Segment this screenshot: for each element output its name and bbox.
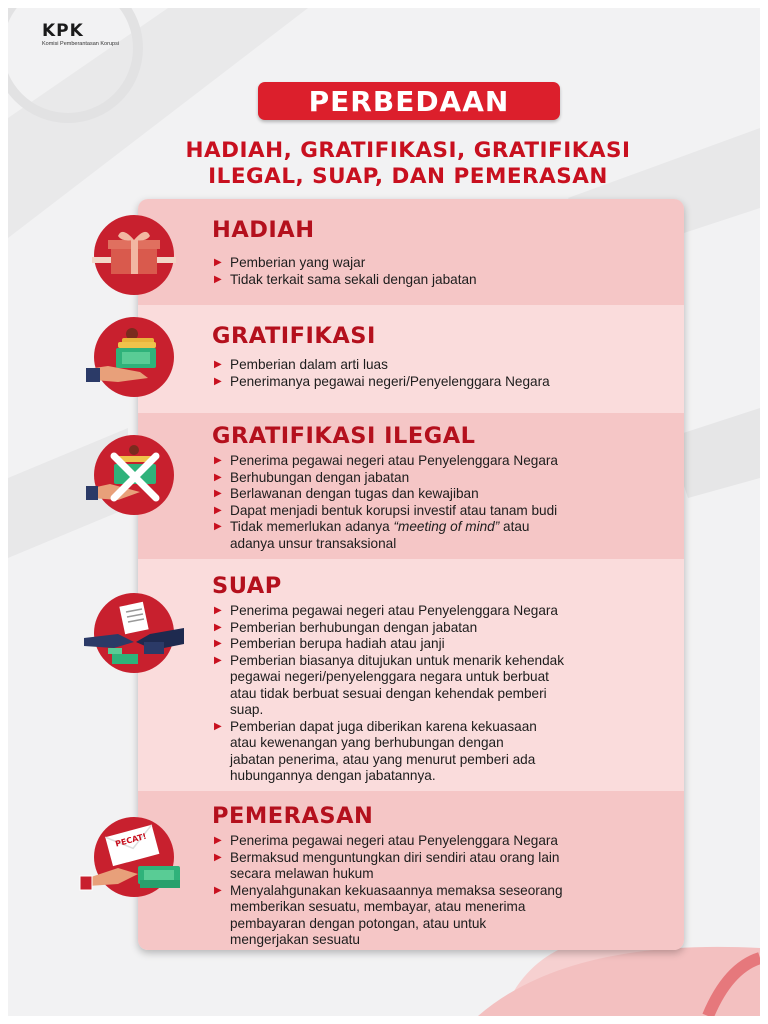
bullet-line: Pemberian berhubungan dengan jabatan — [230, 619, 478, 635]
bullet-line: suap. — [230, 702, 264, 717]
bullet-line: jabatan penerima, atau yang menurut pemberi ada — [230, 751, 536, 767]
section-title: GRATIFIKASI — [212, 323, 376, 349]
subtitle-line-1: HADIAH, GRATIFIKASI, GRATIFIKASI — [185, 138, 631, 163]
bullet-line: atau kewenangan yang berhubungan dengan — [230, 735, 504, 750]
subtitle-line-2: ILEGAL, SUAP, DAN PEMERASAN — [208, 164, 608, 189]
bullet-item — [212, 833, 682, 850]
bullet-line: pembayaran dengan potongan, atau untuk — [230, 915, 487, 931]
bullet-text: atau — [499, 519, 530, 534]
page-title: PERBEDAAN — [308, 84, 510, 118]
bullet-text: Tidak memerlukan adanya — [230, 519, 394, 534]
bullet-list — [212, 833, 682, 949]
bullet-item: ▶ Pemberian yang wajar — [212, 255, 682, 272]
section-title: GRATIFIKASI ILEGAL — [212, 423, 476, 449]
logo-mark: KPK — [42, 21, 84, 41]
bullet-line: atau tidak berbuat sesuai dengan kehendak pemberi — [230, 685, 547, 701]
section-title: PEMERASAN — [212, 803, 374, 829]
subtitle — [108, 138, 708, 190]
bullet-item: ▶ Berhubungan dengan jabatan — [212, 470, 682, 487]
bullet-item — [212, 620, 682, 637]
logo-full-name: Komisi Pemberantasan Korupsi — [42, 41, 120, 47]
bullet-item: ▶ Tidak terkait sama sekali dengan jabatan — [212, 272, 682, 289]
bullet-item — [212, 653, 682, 719]
money-crossed-icon — [78, 434, 190, 516]
section-title: HADIAH — [212, 217, 315, 243]
bullet-line: pegawai negeri/penyelenggara negara untuk berbuat — [230, 669, 549, 684]
bullet-list — [212, 603, 682, 785]
bullet-list — [212, 255, 682, 288]
bullet-list — [212, 453, 682, 552]
bribe-handshake-icon — [78, 592, 190, 674]
bullet-line: Menyalahgunakan kekuasaannya memaksa seseorang — [230, 882, 563, 898]
section-suap — [138, 559, 684, 791]
section-gratifikasi-ilegal — [138, 413, 684, 559]
bullet-item — [212, 603, 682, 620]
section-title: SUAP — [212, 573, 282, 599]
bullet-item — [212, 719, 682, 785]
bullet-item — [212, 883, 682, 949]
infographic-page — [8, 8, 760, 1016]
envelope-text: PECAT! — [114, 831, 148, 849]
bullet-item: ▶ Penerimanya pegawai negeri/Penyelenggara Negara — [212, 374, 682, 391]
bullet-italic-text: “meeting of mind” — [393, 519, 500, 534]
bullet-line: hubungannya dengan jabatannya. — [230, 768, 436, 783]
bullet-line: Penerima pegawai negeri atau Penyelenggara Negara — [230, 833, 558, 848]
section-pemerasan — [138, 791, 684, 950]
bullet-text: adanya unsur transaksional — [230, 535, 397, 551]
bullet-item: ▶ Penerima pegawai negeri atau Penyelenggara Negara — [212, 453, 682, 470]
money-hand-icon — [78, 316, 190, 398]
bullet-item — [212, 519, 682, 552]
bullet-line: secara melawan hukum — [230, 866, 374, 881]
bullet-line: Pemberian dapat juga diberikan karena kekuasaan — [230, 718, 537, 734]
section-gratifikasi — [138, 305, 684, 413]
bullet-item — [212, 850, 682, 883]
gift-icon — [78, 214, 190, 296]
bullet-line: Penerima pegawai negeri atau Penyelenggara Negara — [230, 603, 558, 618]
bullet-item — [212, 636, 682, 653]
title-banner — [258, 82, 560, 120]
bullet-item: ▶ Pemberian dalam arti luas — [212, 357, 682, 374]
kpk-logo — [42, 22, 119, 47]
bullet-item: ▶ Dapat menjadi bentuk korupsi investif atau tanam budi — [212, 503, 682, 520]
extortion-envelope-icon — [78, 816, 190, 898]
bullet-line: mengerjakan sesuatu — [230, 932, 360, 947]
bullet-line: Pemberian biasanya ditujukan untuk menarik kehendak — [230, 652, 565, 668]
bullet-item: ▶ Berlawanan dengan tugas dan kewajiban — [212, 486, 682, 503]
bullet-line: Pemberian berupa hadiah atau janji — [230, 636, 445, 651]
bullet-line: Bermaksud menguntungkan diri sendiri atau orang lain — [230, 849, 560, 865]
bullet-line: memberikan sesuatu, membayar, atau menerima — [230, 899, 526, 914]
comparison-card — [138, 199, 684, 950]
section-hadiah — [138, 199, 684, 305]
bullet-list — [212, 357, 682, 390]
